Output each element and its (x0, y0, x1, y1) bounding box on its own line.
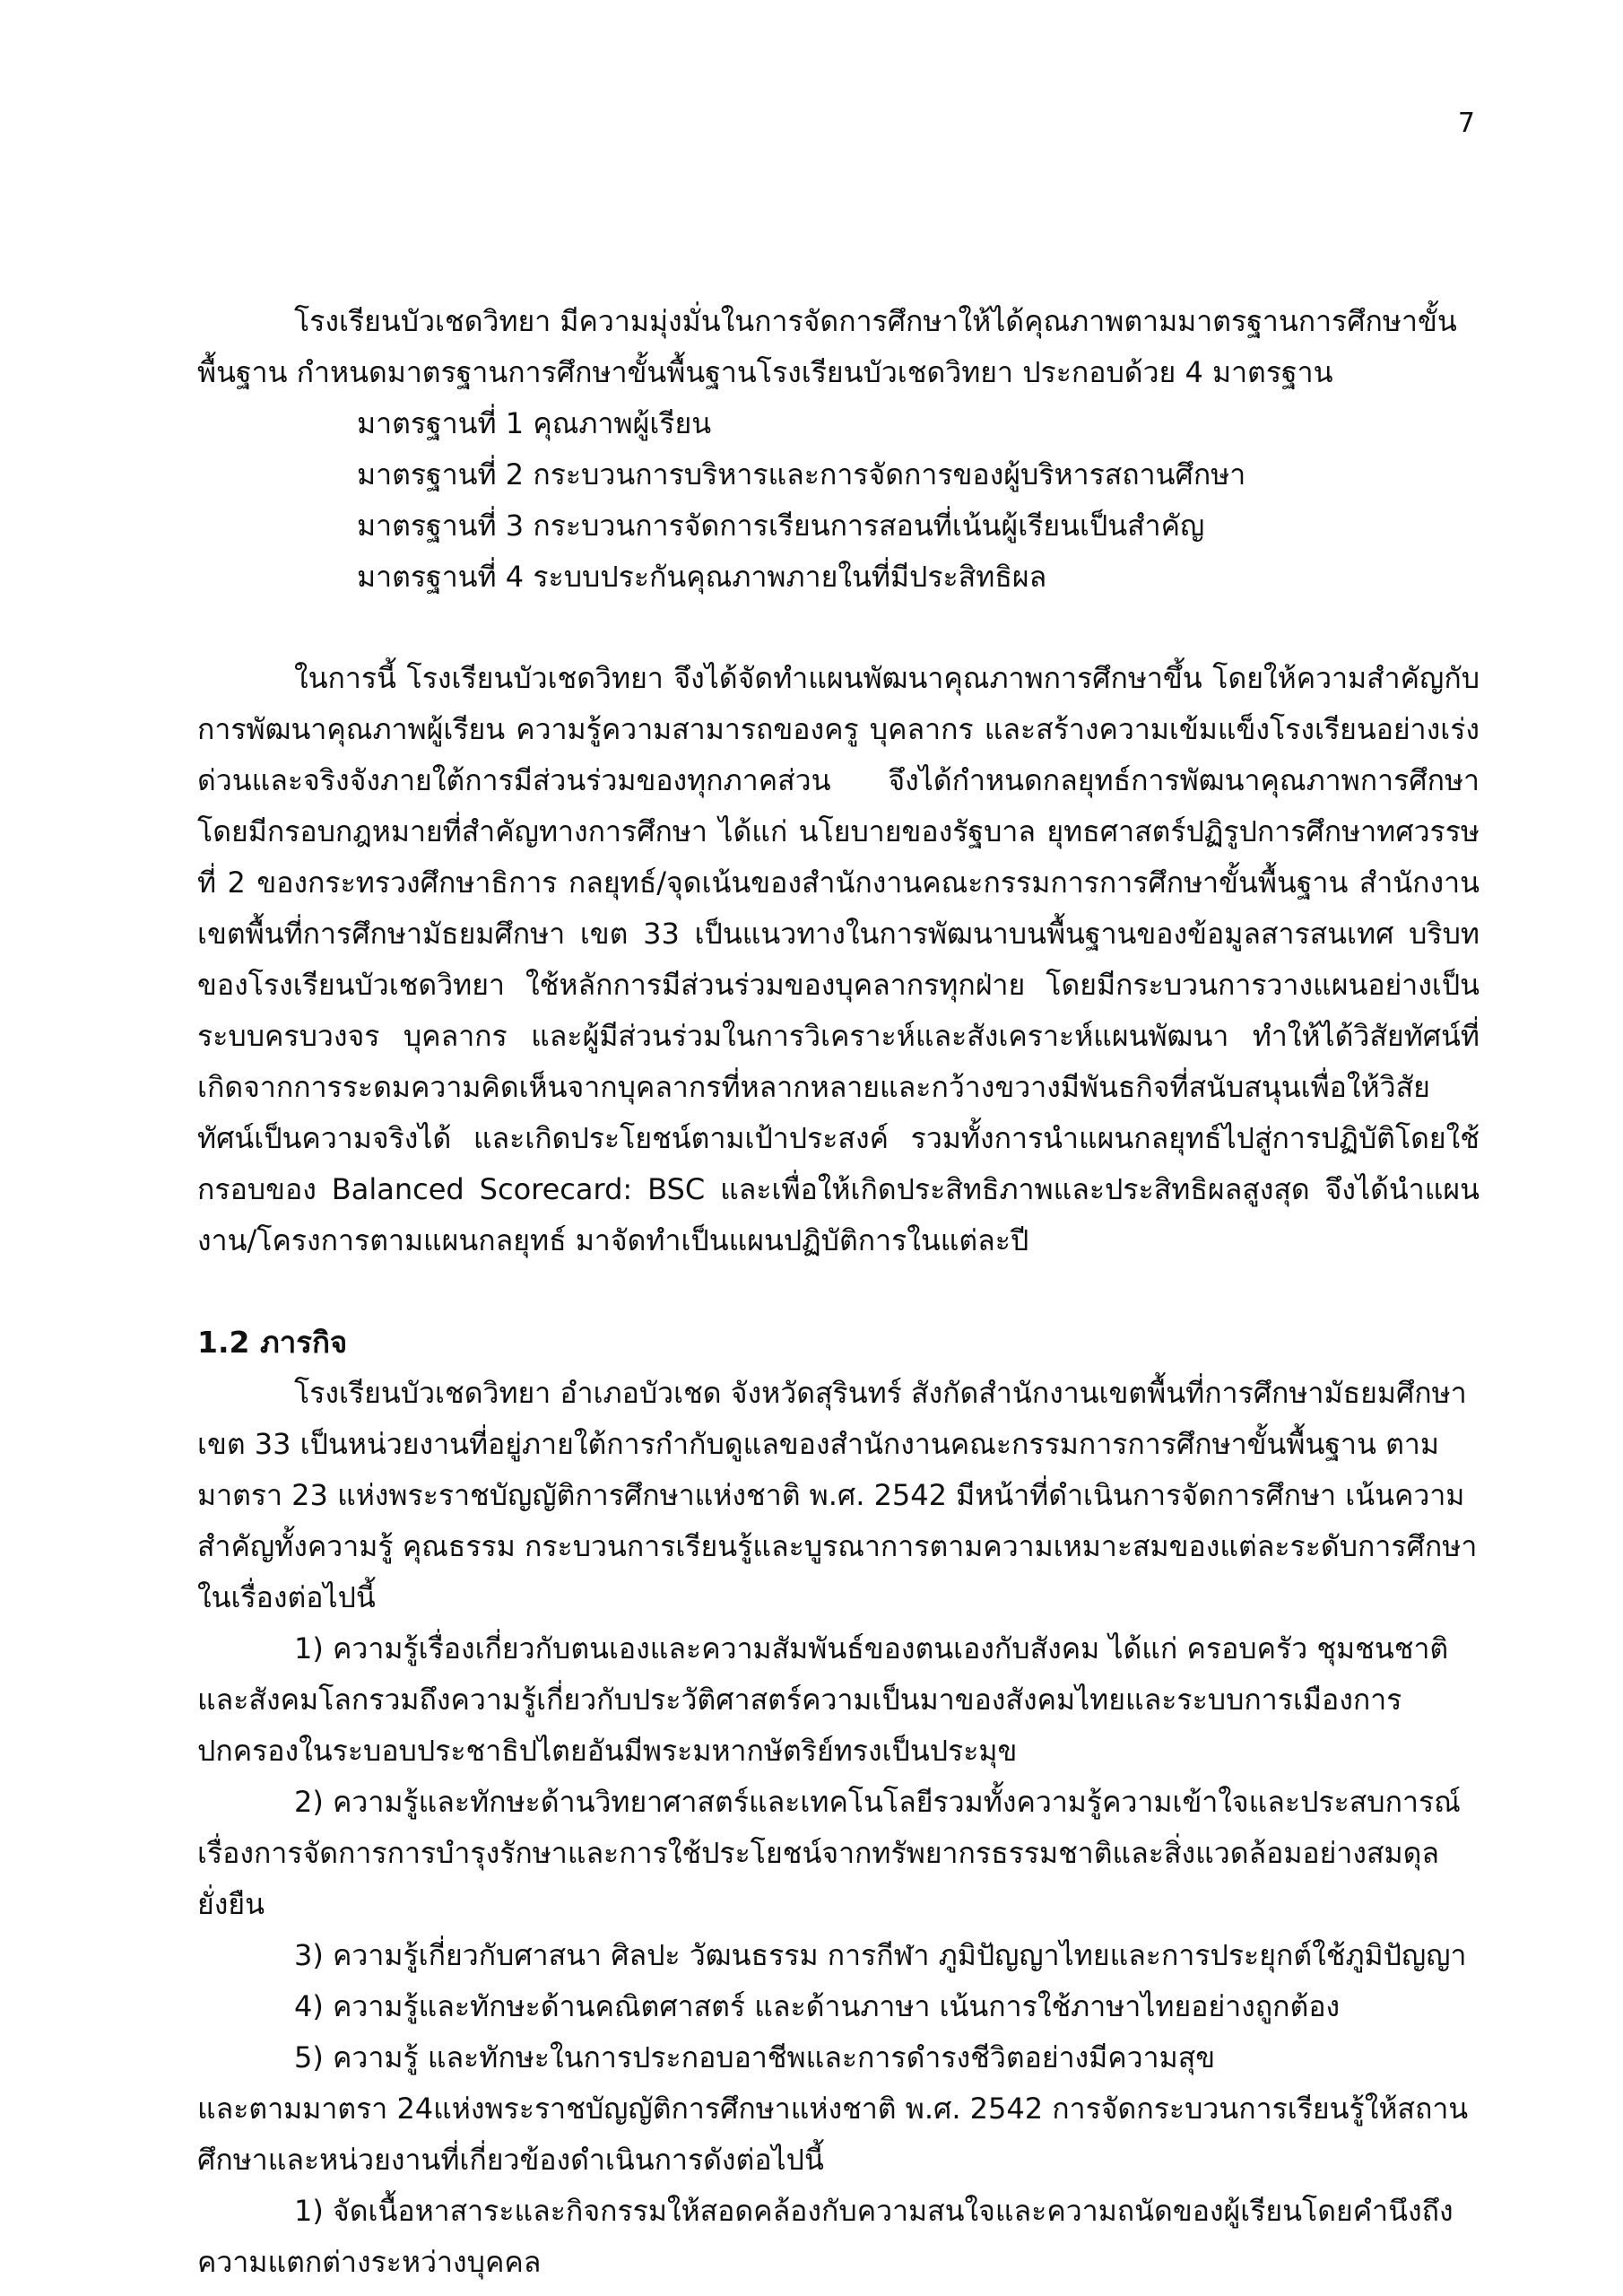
standard-item: มาตรฐานที่ 2 กระบวนการบริหารและการจัดการของผู้บริหารสถานศึกษา (357, 457, 1246, 491)
mission-item: 1) ความรู้เรื่องเกี่ยวกับตนเองและความสัมพันธ์ของตนเองกับสังคม ได้แก่ ครอบครัว ชุมชนชาติ และสังคมโลกรวมถึงความรู้เกี่ยวกับประวัติศาสตร์ความเป็นมาของสังคมไทยและระบบการเมืองการปกครองในระบอบประชาธิปไตยอันมีพระมหากษัตริย์ทรงเป็นประมุข (197, 1631, 1449, 1768)
standard-item: มาตรฐานที่ 1 คุณภาพผู้เรียน (357, 406, 712, 440)
intro-paragraph: โรงเรียนบัวเชดวิทยา มีความมุ่งมั่นในการจัดการศึกษาให้ได้คุณภาพตามมาตรฐานการศึกษาขั้นพื้นฐาน กำหนดมาตรฐานการศึกษาขั้นพื้นฐานโรงเรียนบัวเชดวิทยา ประกอบด้วย 4 มาตรฐาน (197, 304, 1457, 389)
section24-item: 1) จัดเนื้อหาสาระและกิจกรรมให้สอดคล้องกับความสนใจและความถนัดของผู้เรียนโดยคำนึงถึงความแตกต่างระหว่างบุคคล (197, 2194, 1454, 2279)
plan-paragraph: ในการนี้ โรงเรียนบัวเชดวิทยา จึงได้จัดทำแผนพัฒนาคุณภาพการศึกษาขึ้น โดยให้ความสำคัญกับการพัฒนาคุณภาพผู้เรียน ความรู้ความสามารถของครู บุคลากร และสร้างความเข้มแข็งโรงเรียนอย่างเร่งด่วนและจริงจังภายใต้การมีส่วนร่วมของทุกภาคส่วน จึงได้กำหนดกลยุทธ์การพัฒนาคุณภาพการศึกษาโดยมีกรอบกฎหมายที่สำคัญทางการศึกษา ได้แก่ นโยบายของรัฐบาล ยุทธศาสตร์ปฏิรูปการศึกษาทศวรรษที่ 2 ของกระทรวงศึกษาธิการ กลยุทธ์/จุดเน้นของสำนักงานคณะกรรมการการศึกษาขั้นพื้นฐาน สำนักงานเขตพื้นที่การศึกษามัธยมศึกษา เขต 33 เป็นแนวทางในการพัฒนาบนพื้นฐานของข้อมูลสารสนเทศ บริบทของโรงเรียนบัวเชดวิทยา ใช้หลักการมีส่วนร่วมของบุคลากรทุกฝ่าย โดยมีกระบวนการวางแผนอย่างเป็นระบบครบวงจร บุคลากร และผู้มีส่วนร่วมในการวิเคราะห์และสังเคราะห์แผนพัฒนา ทำให้ได้วิสัยทัศน์ที่เกิดจากการระดมความคิดเห็นจากบุคลากรที่หลากหลายและกว้างขวางมีพันธกิจที่สนับสนุนเพื่อให้วิสัยทัศน์เป็นความจริงได้ และเกิดประโยชน์ตามเป้าประสงค์ รวมทั้งการนำแผนกลยุทธ์ไปสู่การปฏิบัติโดยใช้กรอบของ Balanced Scorecard: BSC และเพื่อให้เกิดประสิทธิภาพและประสิทธิผลสูงสุด จึงได้นำแผนงาน/โครงการตามแผนกลยุทธ์ มาจัดทำเป็นแผนปฏิบัติการในแต่ละปี (197, 661, 1480, 1257)
standards-list (197, 398, 1480, 603)
mission-item: 4) ความรู้และทักษะด้านคณิตศาสตร์ และด้านภาษา เน้นการใช้ภาษาไทยอย่างถูกต้อง (294, 1989, 1341, 2023)
mission-item: 2) ความรู้และทักษะด้านวิทยาศาสตร์และเทคโนโลยีรวมทั้งความรู้ความเข้าใจและประสบการณ์เรื่องการจัดการการบำรุงรักษาและการใช้ประโยชน์จากทรัพยากรธรรมชาติและสิ่งแวดล้อมอย่างสมดุลยั่งยืน (197, 1785, 1461, 1921)
spacer (197, 603, 1480, 653)
document-body (197, 296, 1480, 2288)
mission-paragraph: โรงเรียนบัวเชดวิทยา อำเภอบัวเชด จังหวัดสุรินทร์ สังกัดสำนักงานเขตพื้นที่การศึกษามัธยมศึกษา เขต 33 เป็นหน่วยงานที่อยู่ภายใต้การกำกับดูแลของสำนักงานคณะกรรมการการศึกษาขั้นพื้นฐาน ตามมาตรา 23 แห่งพระราชบัญญัติการศึกษาแห่งชาติ พ.ศ. 2542 มีหน้าที่ดำเนินการจัดการศึกษา เน้นความสำคัญทั้งความรู้ คุณธรรม กระบวนการเรียนรู้และบูรณาการตามความเหมาะสมของแต่ละระดับการศึกษาในเรื่องต่อไปนี้ (197, 1376, 1478, 1614)
section24-paragraph: และตามมาตรา 24แห่งพระราชบัญญัติการศึกษาแห่งชาติ พ.ศ. 2542 การจัดกระบวนการเรียนรู้ให้สถานศึกษาและหน่วยงานที่เกี่ยวข้องดำเนินการดังต่อไปนี้ (197, 2092, 1469, 2177)
page-number: 7 (1457, 108, 1475, 139)
standard-item: มาตรฐานที่ 4 ระบบประกันคุณภาพภายในที่มีประสิทธิผล (357, 560, 1047, 594)
spacer (197, 1266, 1480, 1317)
mission-item: 5) ความรู้ และทักษะในการประกอบอาชีพและการดำรงชีวิตอย่างมีความสุข (294, 2040, 1216, 2074)
section-heading: 1.2 ภารกิจ (197, 1325, 348, 1360)
mission-item: 3) ความรู้เกี่ยวกับศาสนา ศิลปะ วัฒนธรรม การกีฬา ภูมิปัญญาไทยและการประยุกต์ใช้ภูมิปัญญา (294, 1938, 1467, 1972)
standard-item: มาตรฐานที่ 3 กระบวนการจัดการเรียนการสอนที่เน้นผู้เรียนเป็นสำคัญ (357, 509, 1205, 543)
